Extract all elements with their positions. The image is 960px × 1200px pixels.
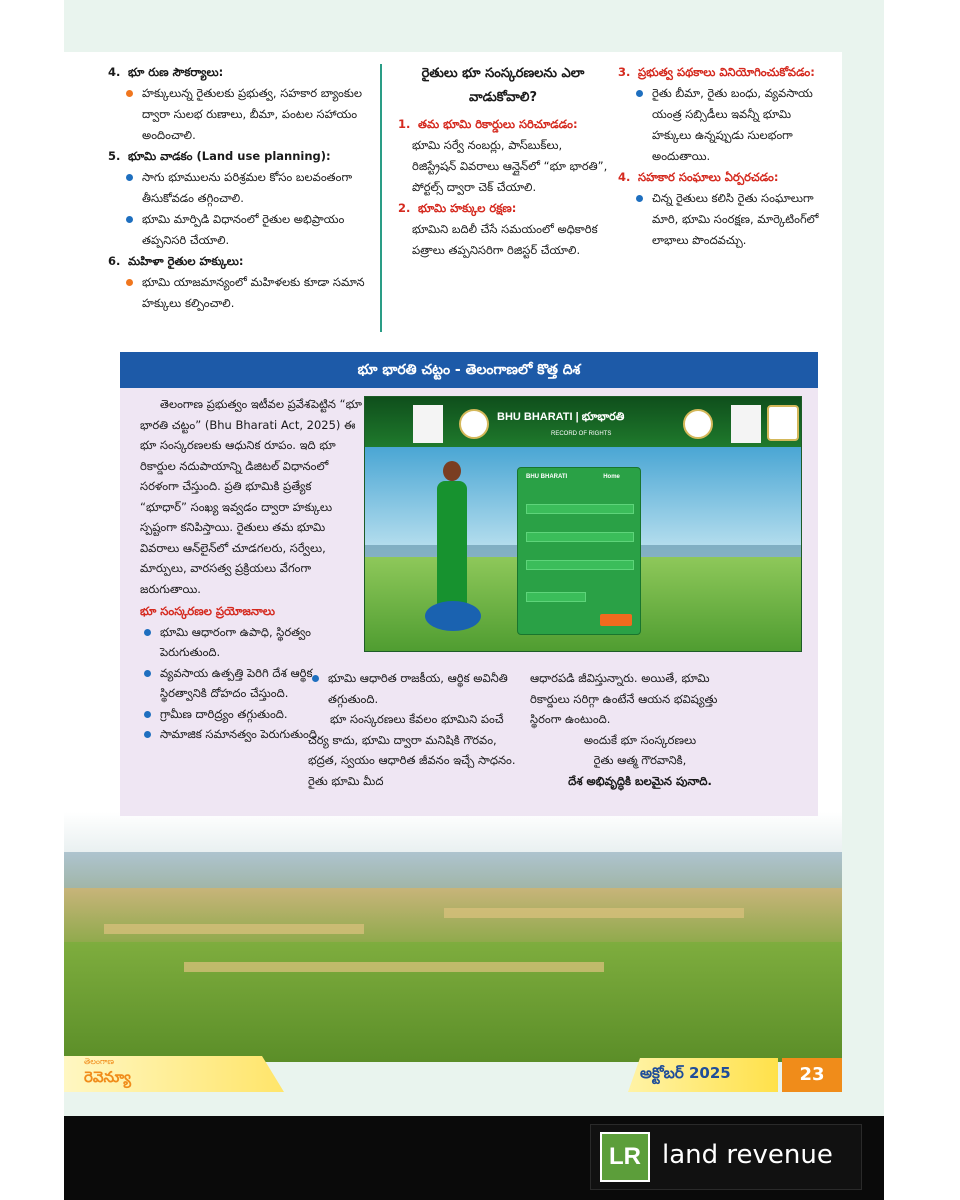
benefit-item: భూమి ఆధారంగా ఉపాధి, స్థిరత్వం పెరుగుతుంది. [140, 622, 362, 663]
distant-hills [64, 852, 842, 892]
section-heading [398, 198, 608, 219]
footer-date: అక్టోబర్ 2025 [640, 1064, 731, 1082]
section-title: భూమి హక్కుల రక్షణ: [418, 201, 517, 215]
captcha-input[interactable] [526, 592, 586, 602]
form-title [526, 474, 620, 480]
closing-line: రైతు ఆత్మ గౌరవానికి, [593, 753, 687, 767]
field-band [64, 888, 842, 948]
form-radio-row[interactable] [526, 504, 634, 514]
form-input[interactable] [526, 560, 634, 570]
section-number: 3. [618, 65, 631, 79]
footer-brand: రెవెన్యూ [84, 1068, 131, 1086]
login-form [517, 467, 641, 635]
section-title: సహకార సంఘాలు ఏర్పరచడం: [638, 170, 779, 184]
portrait-image [731, 405, 761, 443]
box-right-column [530, 668, 750, 791]
submit-button[interactable] [600, 614, 632, 626]
section-heading [618, 62, 828, 83]
left-column [108, 62, 378, 314]
portrait-image [413, 405, 443, 443]
bullet-item: భూమి మార్పిడి విధానంలో రైతుల అభిప్రాయం తప్పనిసరి చేయాలి. [122, 209, 378, 251]
section-heading [618, 167, 828, 188]
telangana-talli-figure [429, 461, 475, 631]
lr-logo-icon: LR [600, 1132, 650, 1182]
conclusion-paragraph: భూ సంస్కరణలు కేవలం భూమిని పంచే చర్య కాదు, భూమి ద్వారా మనిషికి గౌరవం, భద్రత, స్వయం ఆధారిత జీవనం ఇచ్చే సాధనం. రైతు భూమి మీద [308, 712, 516, 788]
bullet-item: రైతు బీమా, రైతు బంధు, వ్యవసాయ యంత్ర సబ్సిడీలు ఇవన్నీ భూమి హక్కులు ఉన్నప్పుడు సులభంగా అందుతాయి. [632, 83, 828, 167]
right-column [618, 62, 828, 251]
section-title: తమ భూమి రికార్డులు సరిచూడడం: [418, 117, 578, 131]
portal-screenshot [364, 396, 802, 652]
field-foreground [64, 942, 842, 1062]
footer-brand-small: తెలంగాణ [84, 1057, 114, 1066]
state-seal-icon [683, 409, 713, 439]
form-title-text: BHU BHARATI [526, 474, 568, 480]
field-strip [104, 924, 364, 934]
section-heading [108, 251, 378, 272]
page-number: 23 [782, 1058, 842, 1092]
section-number: 6. [108, 254, 121, 268]
box-heading: భూ భారతి చట్టం - తెలంగాణలో కొత్త దిశ [120, 352, 818, 388]
state-emblem-icon [767, 405, 799, 441]
form-home-link[interactable]: Home [603, 474, 620, 480]
middle-column [398, 62, 608, 261]
bullet-item: సాగు భూములను పరిశ్రమల కోసం బలవంతంగా తీసుకోవడం తగ్గించాలి. [122, 167, 378, 209]
box-middle-column [308, 668, 518, 791]
section-text: భూమి సర్వే నంబర్లు, పాస్‌బుక్‌లు, రిజిస్ట్రేషన్ వివరాలు ఆన్లైన్‌లో “భూ భారతి”, పోర్టల్స్ ద్వారా చెక్ చేయాలి. [412, 138, 608, 194]
section-number: 2. [398, 201, 411, 215]
section-number: 5. [108, 149, 121, 163]
section-heading [108, 62, 378, 83]
bullet-item: హక్కులున్న రైతులకు ప్రభుత్వ, సహకార బ్యాంకుల ద్వారా సులభ రుణాలు, బీమా, పంటల సహాయం అందించాలి. [122, 83, 378, 146]
section-heading [108, 146, 378, 167]
section-number: 1. [398, 117, 411, 131]
landscape-photo [64, 812, 842, 1062]
intro-paragraph: తెలంగాణ ప్రభుత్వం ఇటీవల ప్రవేశపెట్టిన “భూ భారతి చట్టం” (Bhu Bharati Act, 2025) ఈ భూ సంస్కరణలకు ఆధునిక రూపం. ఇది భూ రికార్డుల నదుపాయాన్ని డిజిటల్ విధానంలో సరళంగా చేస్తుంది. ప్రతి భూమికి ప్రత్యేక “భూధార్” సంఖ్య ఇవ్వడం ద్వారా హక్కులు స్పష్టంగా కనిపిస్తాయి. రైతులు తమ భూమి వివరాలు ఆన్‌లైన్‌లో చూడగలరు, సర్వేలు, మార్పులు, వారసత్వ ప్రక్రియలు వేగంగా జరుగుతాయి. [140, 397, 362, 596]
section-number: 4. [618, 170, 631, 184]
figure-head [443, 461, 461, 481]
section-title: భూ రుణ సౌకర్యాలు: [128, 65, 224, 79]
column-divider [380, 64, 382, 332]
benefits-title: భూ సంస్కరణల ప్రయోజనాలు [140, 604, 276, 618]
portal-brand-te: భూభారతి [581, 411, 625, 423]
section-title: భూమి వాడకం (Land use planning): [128, 149, 331, 163]
bullet-item: చిన్న రైతులు కలిసి రైతు సంఘాలుగా మారి, భూమి సంరక్షణ, మార్కెటింగ్‌లో లాభాలు పొందవచ్చు. [632, 188, 828, 251]
section-title: ప్రభుత్వ పథకాలు వినియోగించుకోవడం: [638, 65, 815, 79]
bullet-item: భూమి ఆధారిత రాజకీయ, ఆర్థిక అవినీతి తగ్గుతుంది. [308, 668, 518, 709]
benefit-item: వ్యవసాయ ఉత్పత్తి పెరిగి దేశ ఆర్థిక స్థిరత్వానికి దోహదం చేస్తుంది. [140, 663, 362, 704]
section-title: మహిళా రైతుల హక్కులు: [128, 254, 244, 268]
figure-pedestal [425, 601, 481, 631]
portal-brand: BHU BHARATI | భూభారతి [497, 411, 625, 423]
section-text: భూమిని బదిలీ చేసే సమయంలో అధికారిక పత్రాలు తప్పనిసరిగా రిజిస్టర్ చేయాలి. [412, 222, 598, 257]
section-heading [398, 114, 608, 135]
benefit-item: సామాజిక సమానత్వం పెరుగుతుంది. [140, 724, 362, 745]
page [64, 52, 842, 1062]
state-seal-icon [459, 409, 489, 439]
field-strip [184, 962, 604, 972]
closing-line: దేశ అభివృద్ధికి బలమైన పునాది. [568, 773, 712, 788]
watermark-text: land revenue [662, 1140, 833, 1170]
figure-saree [437, 481, 467, 609]
form-input[interactable] [526, 532, 634, 542]
conclusion-paragraph: ఆధారపడి జీవిస్తున్నారు. అయితే, భూమి రికార్డులు సరిగ్గా ఉంటేనే ఆయన భవిష్యత్తు స్థిరంగా ఉంటుంది. [530, 671, 718, 726]
benefit-item: గ్రామీణ దారిద్ర్యం తగ్గుతుంది. [140, 704, 362, 725]
portal-tagline: RECORD OF RIGHTS [551, 431, 612, 437]
closing-line: అందుకే భూ సంస్కరణలు [583, 732, 697, 747]
column-title: రైతులు భూ సంస్కరణలను ఎలా వాడుకోవాలి? [421, 66, 585, 105]
portal-brand-en: BHU BHARATI [497, 411, 573, 423]
bullet-item: భూమి యాజమాన్యంలో మహిళలకు కూడా సమాన హక్కులు కల్పించాలి. [122, 272, 378, 314]
field-strip [444, 908, 744, 918]
section-number: 4. [108, 65, 121, 79]
